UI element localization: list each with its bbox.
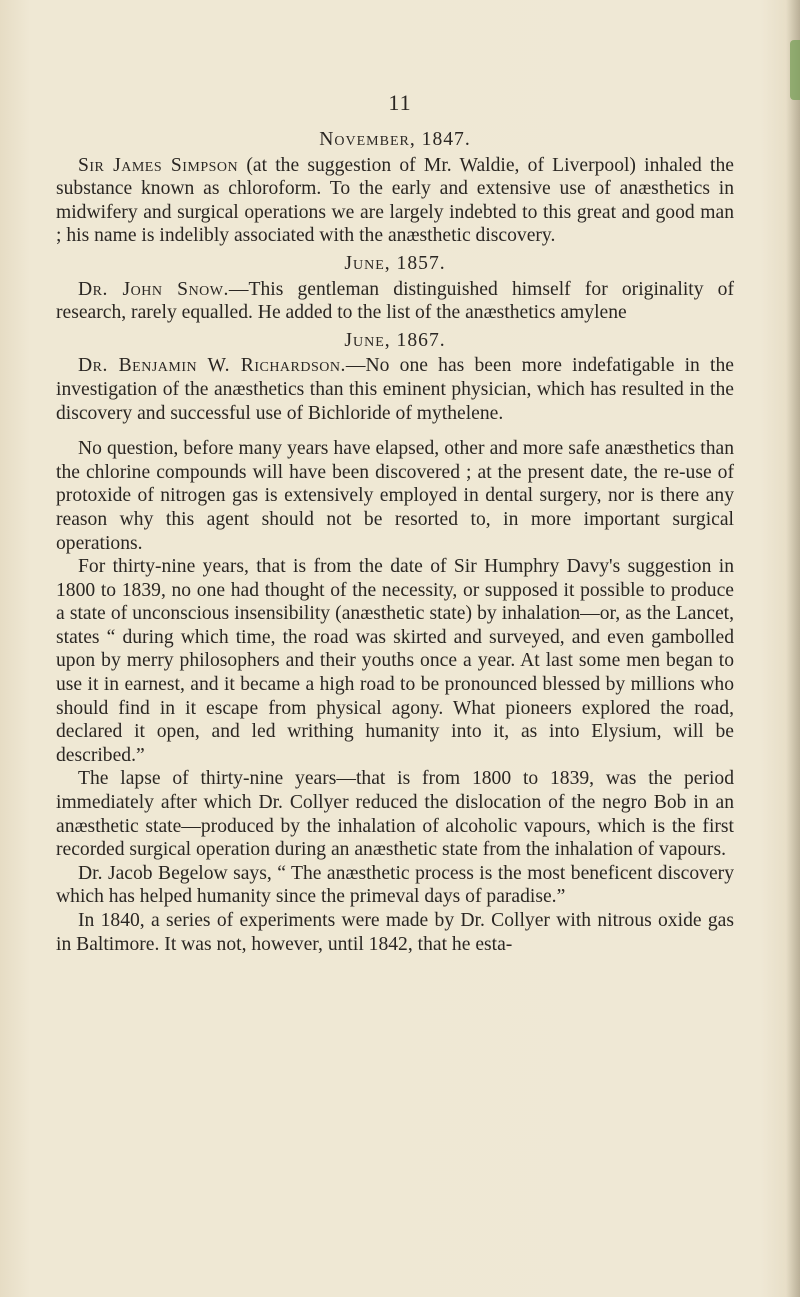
- body-paragraph: Dr. Jacob Begelow says, “ The anæsthetic process is the most beneficent discovery which has helped humanity since the primeval days of paradise.”: [56, 862, 734, 908]
- entry-name: Dr. Benjamin W. Richardson.: [78, 355, 346, 377]
- body-paragraph: No question, before many years have elapsed, other and more safe anæsthetics than the chlorine compounds will have been discovered ; at the present date, the re-use of protoxide of nitrogen gas is extensively employed in dental surgery, nor is there any reason why this agent should not be resorted to, in more important surgical operations.: [56, 438, 734, 554]
- body-paragraph: In 1840, a series of experiments were made by Dr. Collyer with nitrous oxide gas in Baltimore. It was not, however, until 1842, that he esta-: [56, 910, 734, 955]
- body-paragraph: The lapse of thirty-nine years—that is from 1800 to 1839, was the period immediately after which Dr. Collyer reduced the dislocation of the negro Bob in an anæsthetic state—produced by the inhalation of alcoholic vapours, which is the first recorded surgical operation during an anæsthetic state from the inhalation of vapours.: [56, 768, 734, 861]
- page-body: [56, 128, 734, 956]
- entry-paragraph: [56, 278, 734, 325]
- entry-name: Dr. John Snow.: [78, 278, 229, 300]
- entry-date: November, 1847.: [319, 129, 471, 150]
- entry-name: Sir James Simpson: [78, 154, 239, 176]
- entry-paragraph: [56, 154, 734, 248]
- entry-text: —This gentleman distinguished himself for originality of research, rarely equalled. He added to the list of the anæsthetics amylene: [56, 278, 734, 324]
- page-number: 11: [388, 90, 412, 115]
- page-edge-shadow: [786, 0, 800, 1297]
- entry-text: (at the suggestion of Mr. Waldie, of Liverpool) inhaled the substance known as chloroform. To the early and extensive use of anæsthetics in midwifery and surgical operations we are largely indebted to this great and good man ; his name is indelibly associated with the anæsthetic discovery.: [56, 154, 734, 247]
- body-paragraph: For thirty-nine years, that is from the date of Sir Humphry Davy's suggestion in 1800 to 1839, no one had thought of the necessity, or supposed it possible to produce a state of unconscious insensibility (anæsthetic state) by inhalation—or, as the Lancet, states “ during which time, the road was skirted and surveyed, and even gambolled upon by merry philosophers and their youths once a year. At last some men began to use it in earnest, and it became a high road to be pronounced blessed by millions who should find in it escape from physical agony. What pioneers explored the road, declared it open, and led writhing humanity into it, as into Elysium, will be described.”: [56, 556, 734, 766]
- entry-date: June, 1867.: [344, 329, 446, 351]
- entry-text: —No one has been more indefatigable in the investigation of the anæsthetics than this eminent physician, which has resulted in the discovery and successful use of Bichloride of mythelene.: [56, 355, 734, 424]
- entry-paragraph: [56, 354, 734, 425]
- section-spacer: [56, 425, 734, 437]
- entry-date: June, 1857.: [344, 252, 446, 274]
